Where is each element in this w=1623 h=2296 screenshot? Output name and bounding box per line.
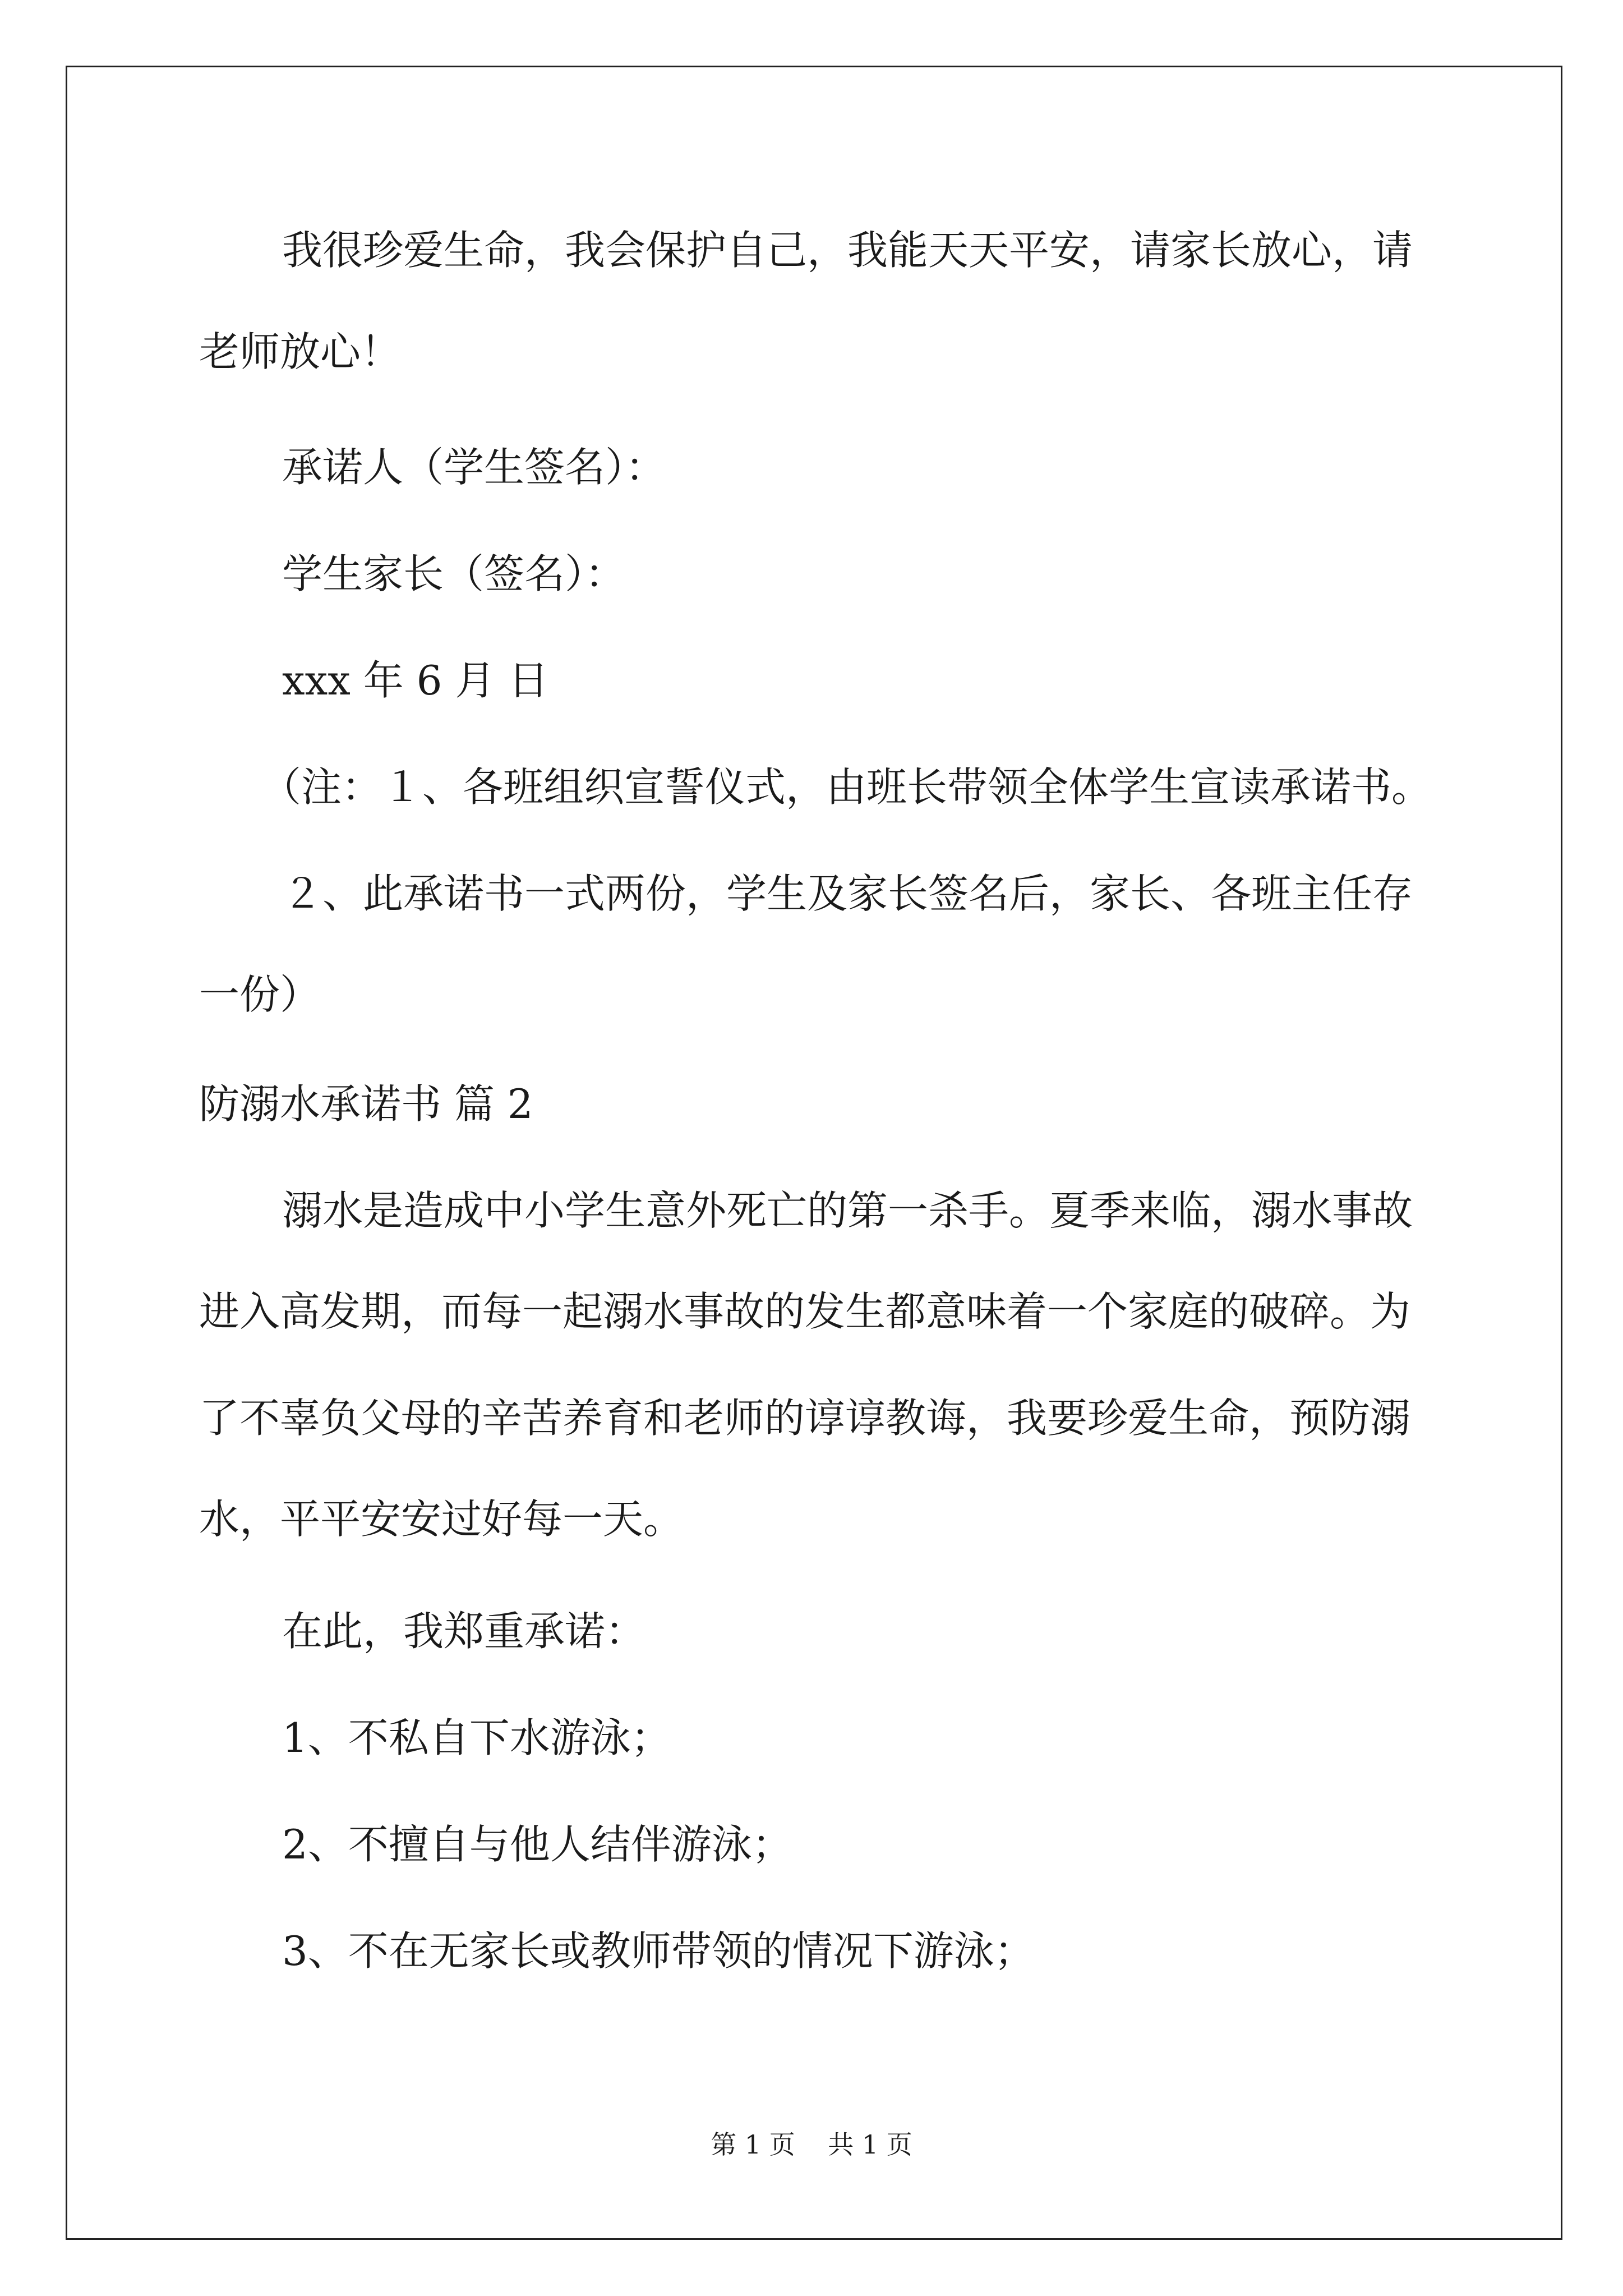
date-line: xxx 年 6 月 日 [282, 657, 549, 704]
paragraph-line: 我很珍爱生命，我会保护自己，我能天天平安，请家长放心，请 [282, 227, 1413, 274]
signature-line-student: 承诺人（学生签名）： [282, 444, 666, 491]
page-border [66, 66, 1562, 2240]
section-heading: 防溺水承诺书 篇 2 [199, 1080, 533, 1128]
note-line: ２、此承诺书一式两份，学生及家长签名后，家长、各班主任存 [282, 870, 1413, 917]
paragraph-line: 水，平平安安过好每一天。 [199, 1496, 684, 1543]
list-item: 2、不擅自与他人结伴游泳； [282, 1821, 792, 1868]
list-item: 1、不私自下水游泳； [282, 1714, 671, 1761]
paragraph-line: 了不辜负父母的辛苦养育和老师的谆谆教诲，我要珍爱生命，预防溺 [199, 1395, 1411, 1442]
note-line: （注：１、各班组织宣誓仪式，由班长带领全体学生宣读承诺书。 [261, 763, 1432, 811]
paragraph-line: 在此，我郑重承诺： [282, 1608, 646, 1655]
paragraph-line: 老师放心！ [199, 328, 402, 375]
page-footer: 第 1 页 共 1 页 [711, 2129, 912, 2160]
paragraph-line: 溺水是造成中小学生意外死亡的第一杀手。夏季来临，溺水事故 [282, 1187, 1413, 1234]
paragraph-line: 进入高发期，而每一起溺水事故的发生都意味着一个家庭的破碎。为 [199, 1288, 1411, 1335]
list-item: 3、不在无家长或教师带领的情况下游泳； [282, 1927, 1035, 1975]
signature-line-parent: 学生家长（签名）： [282, 550, 626, 597]
note-line: 一份） [199, 971, 321, 1018]
